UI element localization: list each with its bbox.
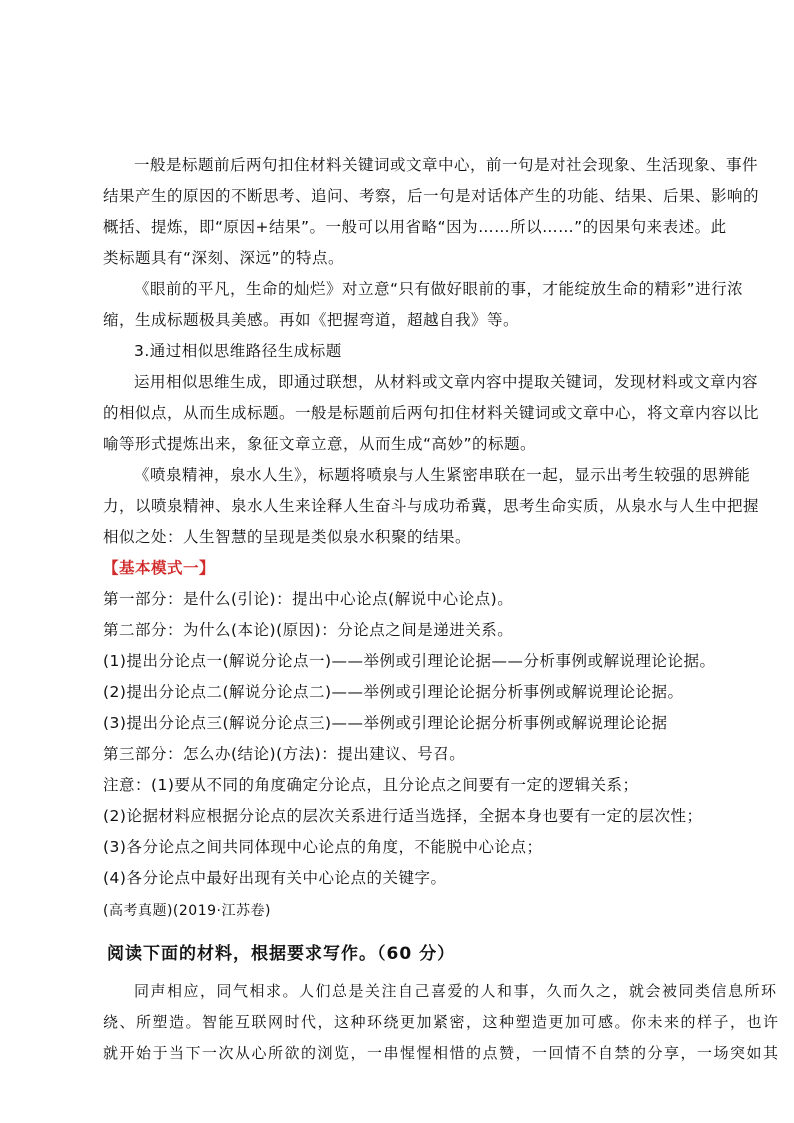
exam-material xyxy=(103,976,780,1069)
note-2: (2)论据材料应根据分论点的层次关系进行适当选择，全据本身也要有一定的层次性； xyxy=(103,807,703,825)
pattern-item-3: (3)提出分论点三(解说分论点三)——举例或引理论论据分析事例或解说理论论据 xyxy=(103,714,668,732)
pattern-part-1: 第一部分：是什么(引论)：提出中心论点(解说中心论点)。 xyxy=(103,590,514,608)
text-line: 类标题具有“深刻、深远”的特点。 xyxy=(103,249,345,267)
paragraph-similarity xyxy=(103,367,760,460)
material-line: 同声相应，同气相求。人们总是关注自己喜爱的人和事，久而久之，就会被同类信息所环 xyxy=(134,982,778,1000)
note-3: (3)各分论点之间共同体现中心论点的角度，不能脱中心论点； xyxy=(103,838,543,856)
section-heading-3: 3.通过相似思维路径生成标题 xyxy=(134,342,342,360)
note-4: (4)各分论点中最好出现有关中心论点的关键字。 xyxy=(103,869,447,887)
text-line: 概括、提炼，即“原因+结果”。一般可以用省略“因为……所以……”的因果句来表述。此 xyxy=(103,218,727,236)
text-line: 结果产生的原因的不断思考、追问、考察，后一句是对话体产生的功能、结果、后果、影响的 xyxy=(103,187,760,205)
pattern-item-1: (1)提出分论点一(解说分论点一)——举例或引理论论据——分析事例或解说理论论据。 xyxy=(103,652,716,670)
text-line: 缩，生成标题极具美感。再如《把握弯道，超越自我》等。 xyxy=(103,311,520,329)
exam-title: 阅读下面的材料，根据要求写作。（60 分） xyxy=(107,944,456,964)
document-page xyxy=(103,150,780,1069)
text-line: 《眼前的平凡，生命的灿烂》对立意“只有做好眼前的事，才能绽放生命的精彩”进行浓 xyxy=(134,280,744,298)
material-line: 绕、所塑造。智能互联网时代，这种环绕更加紧密，这种塑造更加可感。你未来的样子，也许 xyxy=(103,1013,780,1031)
pattern-title: 【基本模式一】 xyxy=(103,559,216,577)
paragraph-cause-effect xyxy=(103,150,760,274)
pattern-part-2: 第二部分：为什么(本论)(原因)：分论点之间是递进关系。 xyxy=(103,621,514,639)
note-1: 注意：(1)要从不同的角度确定分论点，且分论点之间要有一定的逻辑关系； xyxy=(103,776,639,794)
text-line: 的相似点，从而生成标题。一般是标题前后两句扣住材料关键词或文章中心，将文章内容以比 xyxy=(103,404,760,422)
text-line: 力，以喷泉精神、泉水人生来诠释人生奋斗与成功希冀，思考生命实质，从泉水与人生中把握 xyxy=(103,497,760,515)
text-line: 运用相似思维生成，即通过联想，从材料或文章内容中提取关键词，发现材料或文章内容 xyxy=(134,373,759,391)
text-line: 《喷泉精神，泉水人生》，标题将喷泉与人生紧密串联在一起，显示出考生较强的思辨能 xyxy=(134,466,751,484)
paragraph-example-1 xyxy=(103,274,744,336)
source-label: (高考真题)(2019·江苏卷) xyxy=(103,903,271,919)
pattern-item-2: (2)提出分论点二(解说分论点二)——举例或引理论论据分析事例或解说理论论据。 xyxy=(103,683,684,701)
text-line: 喻等形式提炼出来，象征文章立意，从而生成“高妙”的标题。 xyxy=(103,435,537,453)
text-line: 相似之处：人生智慧的呈现是类似泉水积聚的结果。 xyxy=(103,528,472,546)
text-line: 一般是标题前后两句扣住材料关键词或文章中心，前一句是对社会现象、生活现象、事件 xyxy=(134,156,759,174)
pattern-part-3: 第三部分：怎么办(结论)(方法)：提出建议、号召。 xyxy=(103,745,466,763)
paragraph-example-2 xyxy=(103,460,760,553)
material-line: 就开始于当下一次从心所欲的浏览，一串惺惺相惜的点赞，一回情不自禁的分享，一场突如其 xyxy=(103,1044,780,1062)
